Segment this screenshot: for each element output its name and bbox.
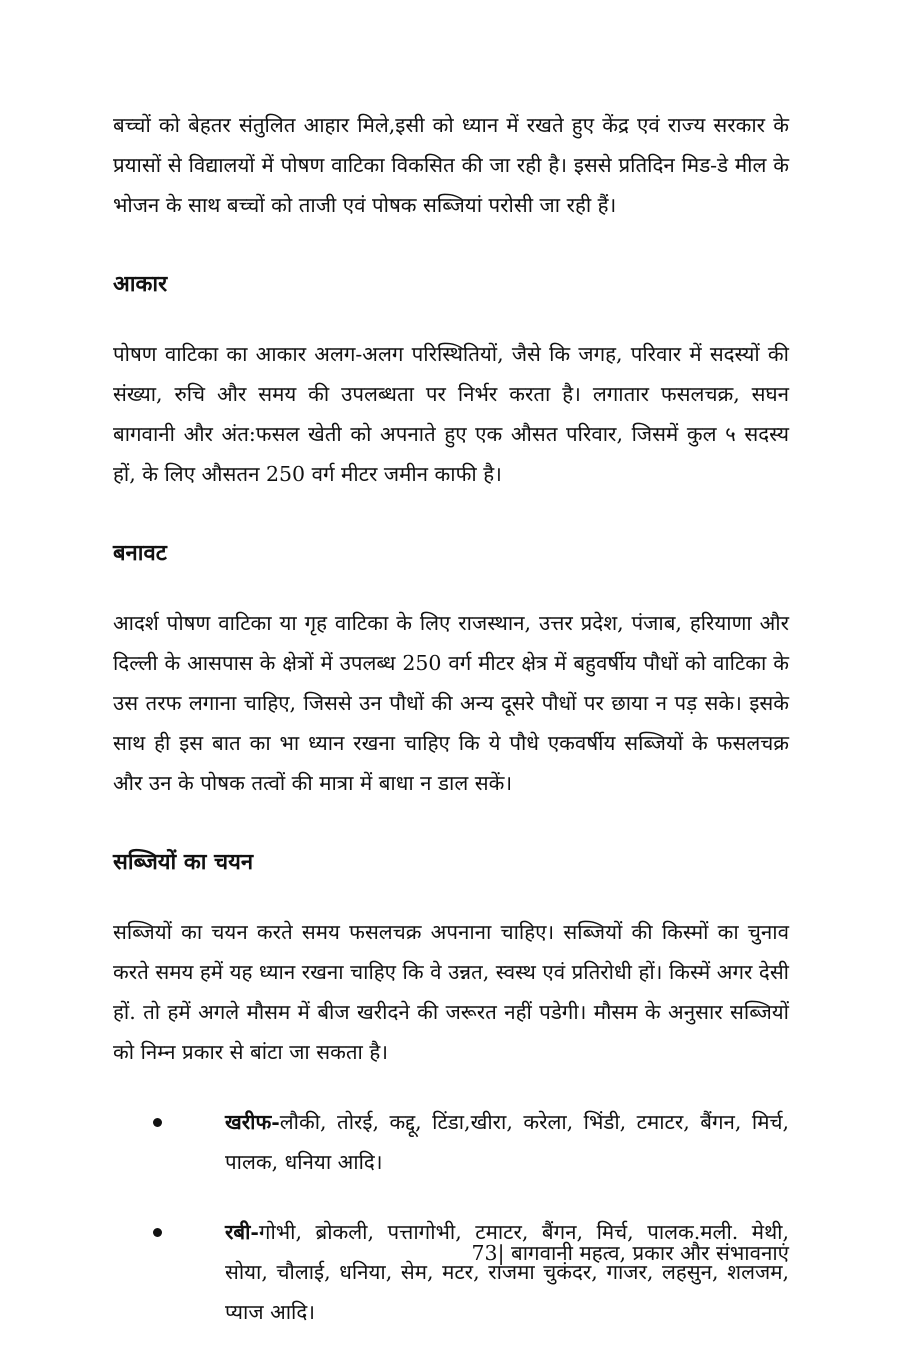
size-paragraph: पोषण वाटिका का आकार अलग-अलग परिस्थितियों, जैसे कि जगह, परिवार में सदस्यों की संख्या, रुचि और समय की उपलब्धता पर निर्भर करता है। लगातार फसलचक्र, सघन बागवानी और अंत:फसल खेती को अपनाते हुए एक औसत परिवार, जिसमें कुल ५ सदस्य हों, के लिए औसतन 250 वर्ग मीटर जमीन काफी है। (113, 342, 789, 486)
bullet-icon (153, 1118, 162, 1127)
season-text: लौकी, तोरई, कद्दू, टिंडा,खीरा, करेला, भिंडी, टमाटर, बैंगन, मिर्च, पालक, धनिया आदि। (225, 1110, 789, 1174)
list-item (113, 1102, 789, 1182)
heading-structure: बनावट (113, 540, 167, 566)
heading-size: आकार (113, 271, 168, 297)
list-item (113, 1212, 789, 1332)
selection-paragraph: सब्जियों का चयन करते समय फसलचक्र अपनाना चाहिए। सब्जियों की किस्मों का चुनाव करते समय हमें यह ध्यान रखना चाहिए कि वे उन्नत, स्वस्थ एवं प्रतिरोधी हों। किस्में अगर देसी हों. तो हमें अगले मौसम में बीज खरीदने की जरूरत नहीं पडेगी। मौसम के अनुसार सब्जियों को निम्न प्रकार से बांटा जा सकता है। (113, 920, 789, 1064)
bullet-icon (153, 1228, 162, 1237)
structure-paragraph: आदर्श पोषण वाटिका या गृह वाटिका के लिए राजस्थान, उत्तर प्रदेश, पंजाब, हरियाणा और दिल्ली के आसपास के क्षेत्रों में उपलब्ध 250 वर्ग मीटर क्षेत्र में बहुवर्षीय पौधों को वाटिका के उस तरफ लगाना चाहिए, जिससे उन पौधों की अन्य दूसरे पौधों पर छाया न पड़ सके। इसके साथ ही इस बात का भा ध्यान रखना चाहिए कि ये पौधे एकवर्षीय सब्जियों के फसलचक्र और उन के पोषक तत्वों की मात्रा में बाधा न डाल सकें। (113, 611, 789, 795)
page-body (113, 105, 789, 1362)
season-label: रबी- (225, 1220, 259, 1244)
season-item-rabi (225, 1212, 789, 1332)
heading-selection: सब्जियों का चयन (113, 849, 254, 875)
intro-paragraph: बच्चों को बेहतर संतुलित आहार मिले,इसी को ध्यान में रखते हुए केंद्र एवं राज्य सरकार के प्रयासों से विद्यालयों में पोषण वाटिका विकसित की जा रही है। इससे प्रतिदिन मिड-डे मील के भोजन के साथ बच्चों को ताजी एवं पोषक सब्जियां परोसी जा रही हैं। (113, 113, 789, 217)
page-number: 73| (471, 1241, 505, 1265)
season-item-kharif (225, 1102, 789, 1182)
page-footer (472, 1238, 789, 1268)
season-list (113, 1102, 789, 1332)
season-label: खरीफ- (225, 1110, 280, 1134)
season-text: गोभी, ब्रोकली, पत्तागोभी, टमाटर, बैंगन, मिर्च, पालक.मली. मेथी, सोया, चौलाई, धनिया, सेम, मटर, राजमा चुकंदर, गाजर, लहसुन, शलजम, प्याज आदि। (225, 1220, 789, 1324)
book-title: बागवानी महत्व, प्रकार और संभावनाएं (504, 1241, 789, 1265)
